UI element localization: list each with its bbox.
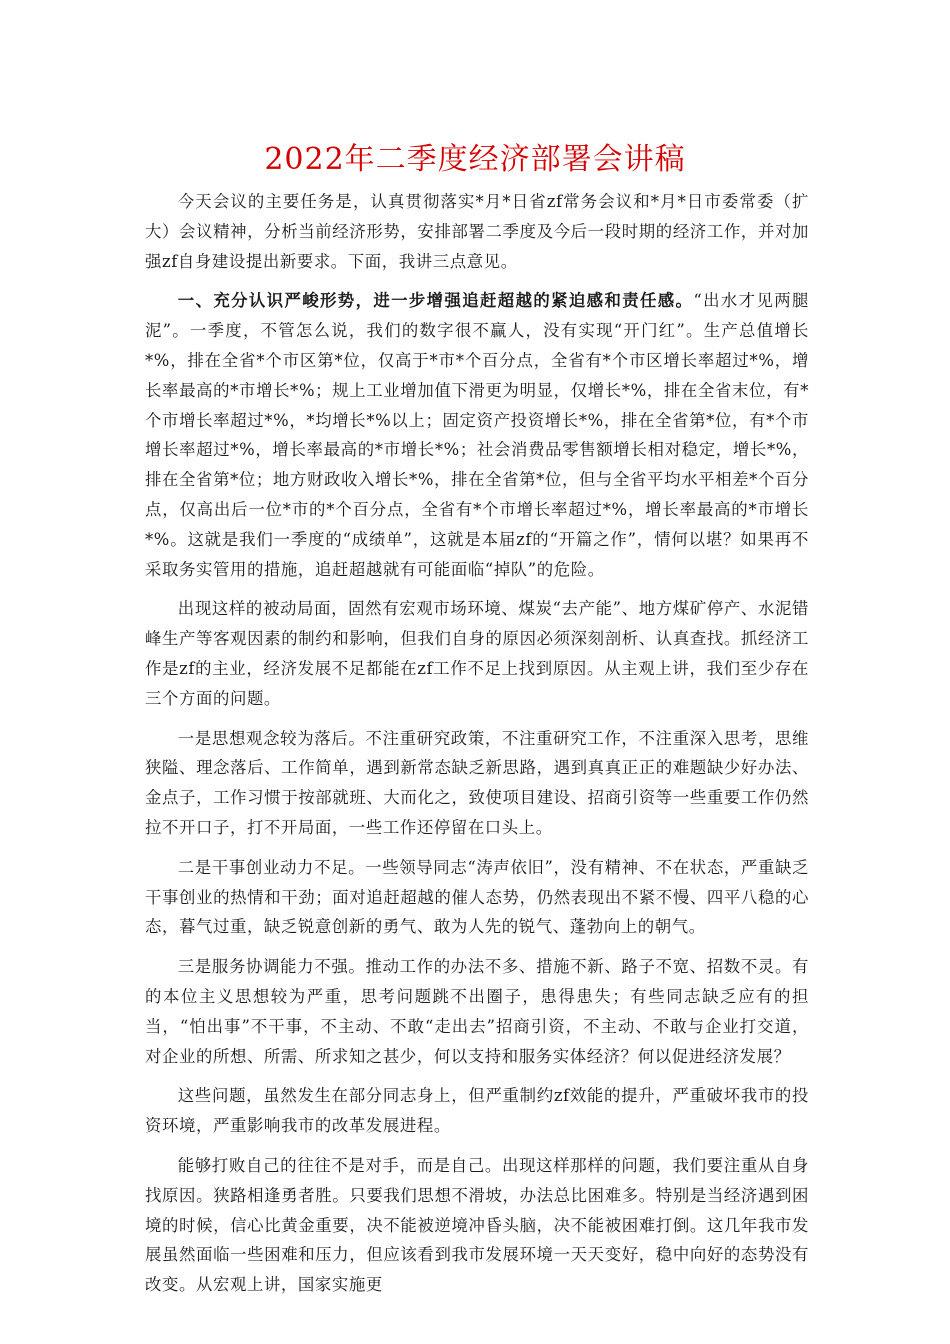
paragraph-text: “出水才见两腿泥”。一季度，不管怎么说，我们的数字很不赢人，没有实现“开门红”。生产总值增长*%，排在全省*个市区第*位，仅高于*市*个百分点，全省有*个市区增长率超过*%，增长率最高的*市增长*%；规上工业增加值下滑更为明显，仅增长*%，排在全省末位，有*个市增长率超过*%，*均增长*%以上；固定资产投资增长*%，排在全省第*位，有*个市增长率超过*%，增长率最高的*市增长*%；社会消费品零售额增长相对稳定，增长*%，排在全省第*位；地方财政收入增长*%，排在全省第*位，但与全省平均水平相差*个百分点，仅高出后一位*市的*个百分点，全省有*个市增长率超过*%，增长率最高的*市增长*%。这就是我们一季度的“成绩单”，这就是本届zf的“开篇之作”，情何以堪？如果再不采取务实管用的措施，追赶超越就有可能面临“掉队”的危险。 <box>145 291 809 579</box>
paragraph <box>145 952 809 1071</box>
paragraph-text: 出现这样的被动局面，固然有宏观市场环境、煤炭“去产能”、地方煤矿停产、水泥错峰生产等客观因素的制约和影响，但我们自身的原因必须深刻剖析、认真查找。抓经济工作是zf的主业，经济发展不足都能在zf工作不足上找到原因。从主观上讲，我们至少存在三个方面的问题。 <box>145 599 809 708</box>
paragraph-text: 二是干事创业动力不足。一些领导同志“涛声依旧”，没有精神、不在状态，严重缺乏干事创业的热情和干劲；面对追赶超越的催人态势，仍然表现出不紧不慢、四平八稳的心态，暮气过重，缺乏锐意创新的勇气、敢为人先的锐气、蓬勃向上的朝气。 <box>145 857 809 937</box>
paragraph-text: 一是思想观念较为落后。不注重研究政策，不注重研究工作，不注重深入思考，思维狭隘、理念落后、工作简单，遇到新常态缺乏新思路，遇到真真正正的难题缺少好办法、金点子，工作习惯于按部就班、大而化之，致使项目建设、招商引资等一些重要工作仍然拉不开口子，打不开局面，一些工作还停留在口头上。 <box>145 728 809 837</box>
paragraph <box>145 853 809 942</box>
section-heading: 一、充分认识严峻形势，进一步增强追赶超越的紧迫感和责任感。 <box>177 291 694 311</box>
paragraph-text: 能够打败自己的往往不是对手，而是自己。出现这样那样的问题，我们要注重从自身找原因。狭路相逢勇者胜。只要我们思想不滑坡，办法总比困难多。特别是当经济遇到困境的时候，信心比黄金重要，决不能被逆境冲昏头脑，决不能被困难打倒。这几年我市发展虽然面临一些困难和压力，但应该看到我市发展环境一天天变好，稳中向好的态势没有改变。从宏观上讲，国家实施更 <box>145 1155 809 1295</box>
paragraph-text: 三是服务协调能力不强。推动工作的办法不多、措施不新、路子不宽、招数不灵。有的本位主义思想较为严重，思考问题跳不出圈子，患得患失；有些同志缺乏应有的担当，“怕出事”不干事，不主动、不敢“走出去”招商引资，不主动、不敢与企业打交道，对企业的所想、所需、所求知之甚少，何以支持和服务实体经济？何以促进经济发展？ <box>145 957 809 1066</box>
paragraph <box>145 187 809 276</box>
paragraph <box>145 286 809 584</box>
paragraph-text: 今天会议的主要任务是，认真贯彻落实*月*日省zf常务会议和*月*日市委常委（扩大）会议精神，分析当前经济形势，安排部署二季度及今后一段时期的经济工作，并对加强zf自身建设提出新要求。下面，我讲三点意见。 <box>145 192 809 271</box>
document-body <box>145 187 809 1310</box>
document-title: 2022年二季度经济部署会讲稿 <box>264 142 686 177</box>
paragraph <box>145 1151 809 1300</box>
paragraph <box>145 724 809 843</box>
paragraph <box>145 1081 809 1141</box>
paragraph-text: 这些问题，虽然发生在部分同志身上，但严重制约zf效能的提升，严重破坏我市的投资环境，严重影响我市的改革发展进程。 <box>145 1086 809 1136</box>
paragraph <box>145 594 809 713</box>
